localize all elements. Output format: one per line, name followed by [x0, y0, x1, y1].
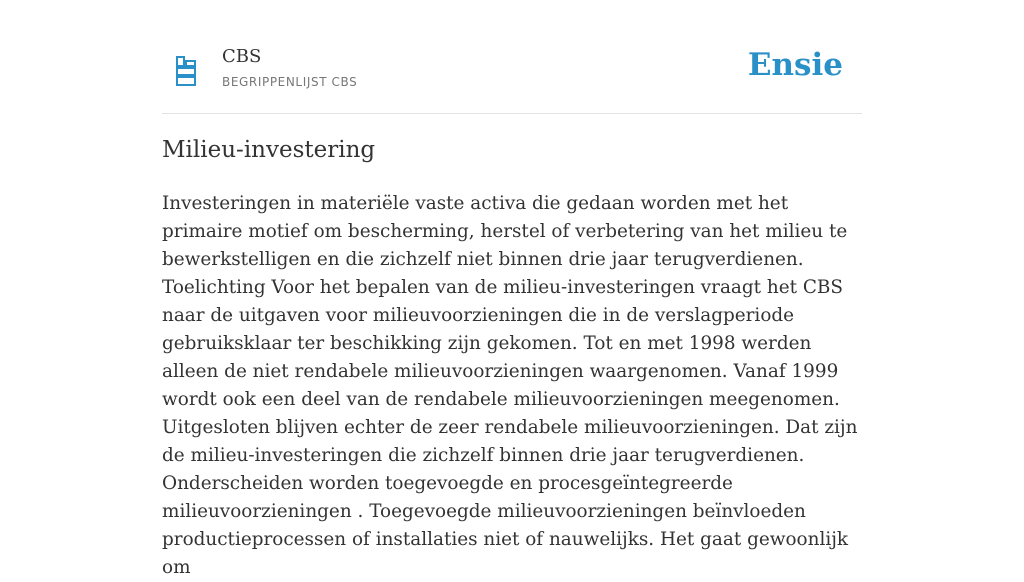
definition-text: Investeringen in materiële vaste activa die gedaan worden met het primaire motief om bescherming, herstel of verbetering van het milieu te bewerkstelligen en die zichzelf niet binnen drie jaar terugverdienen. Toelichting Voor het bepalen van de milieu-investeringen vraagt het CBS naar de uitgaven voor milieuvoorzieningen die in de verslagperiode gebruiksklaar ter beschikking zijn gekomen. Tot en met 1998 werden alleen de niet rendabele milieuvoorzieningen waargenomen. Vanaf 1999 wordt ook een deel van de rendabele milieuvoorzieningen meegenomen. Uitgesloten blijven echter de zeer rendabele milieuvoorzieningen. Dat zijn de milieu-investeringen die zichzelf binnen drie jaar terugverdienen. Onderscheiden worden toegevoegde en procesgeïntegreerde milieuvoorzieningen . Toegevoegde milieuvoorzieningen beïnvloeden productieprocessen of installaties niet of nauwelijks. Het gaat gewoonlijk om	[162, 193, 858, 578]
source-subtitle[interactable]: BEGRIPPENLIJST CBS	[222, 75, 358, 89]
header	[162, 0, 862, 114]
term-title: Milieu-investering	[162, 137, 376, 163]
cbs-logo-icon[interactable]	[176, 56, 196, 86]
source-name[interactable]: CBS	[222, 46, 262, 67]
brand-logo[interactable]: Ensie	[747, 47, 843, 83]
